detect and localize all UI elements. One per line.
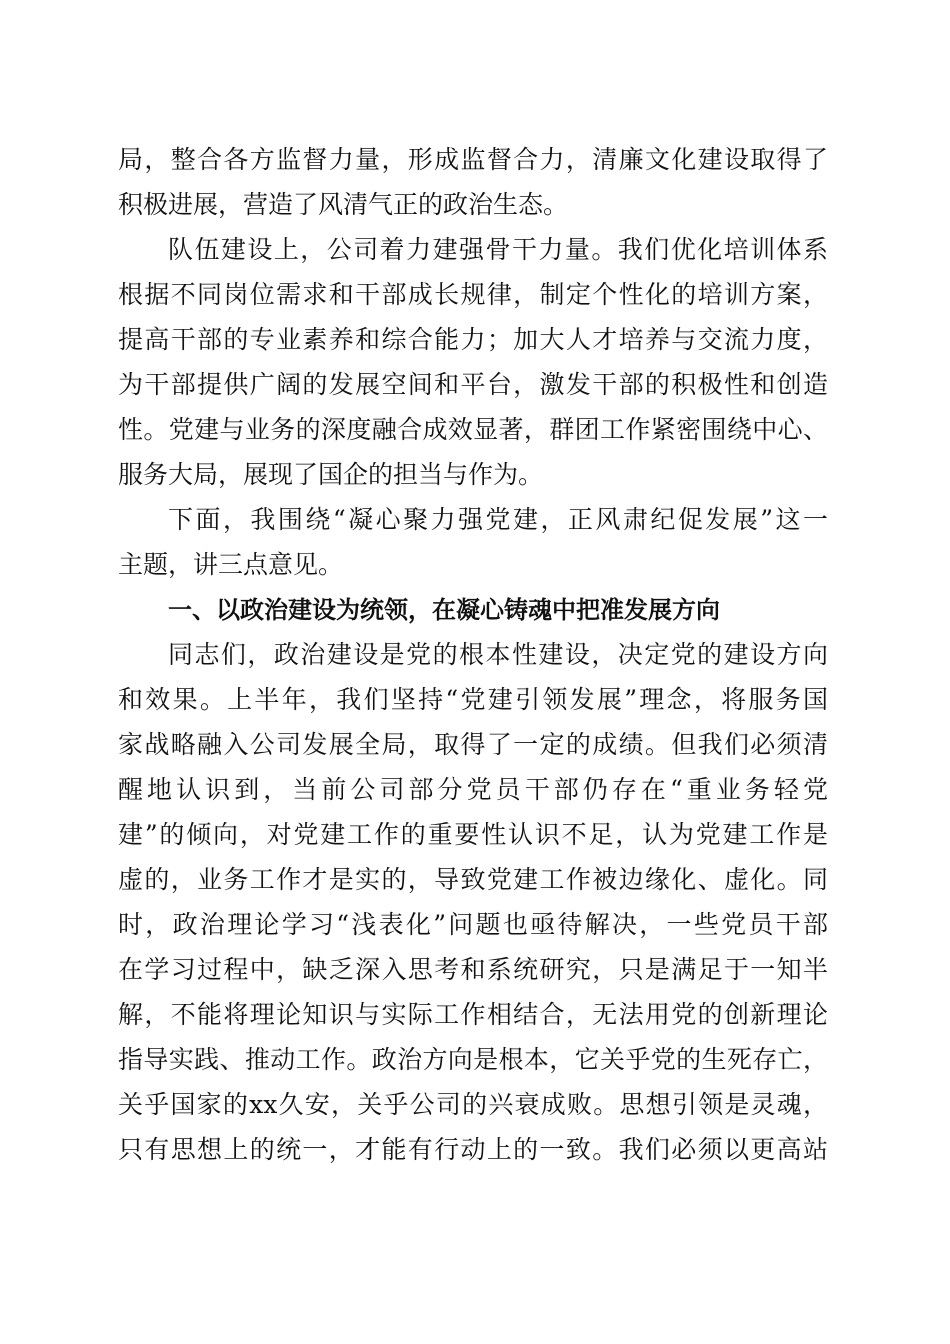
text-line: 和效果。上半年，我们坚持“党建引领发展”理念，将服务国 xyxy=(118,685,828,714)
paragraph-first-line: 同志们，政治建设是党的根本性建设，决定党的建设方向 xyxy=(168,640,828,669)
text-line: 指导实践、推动工作。政治方向是根本，它关乎党的生死存亡， xyxy=(118,1045,828,1074)
text-line: 解，不能将理论知识与实际工作相结合，无法用党的创新理论 xyxy=(118,1000,828,1029)
text-line: 建”的倾向，对党建工作的重要性认识不足，认为党建工作是 xyxy=(118,820,828,849)
text-line: 性。党建与业务的深度融合成效显著，群团工作紧密围绕中心、 xyxy=(118,415,828,444)
text-line: 提高干部的专业素养和综合能力；加大人才培养与交流力度， xyxy=(118,325,828,354)
section-heading: 一、以政治建设为统领，在凝心铸魂中把准发展方向 xyxy=(168,596,720,624)
text-line: 积极进展，营造了风清气正的政治生态。 xyxy=(118,190,569,219)
text-line: 主题，讲三点意见。 xyxy=(118,550,344,579)
text-line: 时，政治理论学习“浅表化”问题也亟待解决，一些党员干部 xyxy=(118,910,828,939)
text-line: 醒地认识到，当前公司部分党员干部仍存在“重业务轻党 xyxy=(118,775,828,804)
text-line: 关乎国家的xx久安，关乎公司的兴衰成败。思想引领是灵魂， xyxy=(118,1090,828,1119)
text-line: 为干部提供广阔的发展空间和平台，激发干部的积极性和创造 xyxy=(118,370,828,399)
text-line: 局，整合各方监督力量，形成监督合力，清廉文化建设取得了 xyxy=(118,145,828,174)
text-line: 服务大局，展现了国企的担当与作为。 xyxy=(118,460,544,489)
text-line: 虚的，业务工作才是实的，导致党建工作被边缘化、虚化。同 xyxy=(118,865,828,894)
text-line: 在学习过程中，缺乏深入思考和系统研究，只是满足于一知半 xyxy=(118,955,828,984)
text-line: 家战略融入公司发展全局，取得了一定的成绩。但我们必须清 xyxy=(118,730,828,759)
paragraph-first-line: 队伍建设上，公司着力建强骨干力量。我们优化培训体系 xyxy=(168,235,828,264)
paragraph-first-line: 下面，我围绕“凝心聚力强党建，正风肃纪促发展”这一 xyxy=(168,505,828,534)
text-line: 只有思想上的统一，才能有行动上的一致。我们必须以更高站 xyxy=(118,1135,828,1164)
text-line: 根据不同岗位需求和干部成长规律，制定个性化的培训方案， xyxy=(118,280,828,309)
